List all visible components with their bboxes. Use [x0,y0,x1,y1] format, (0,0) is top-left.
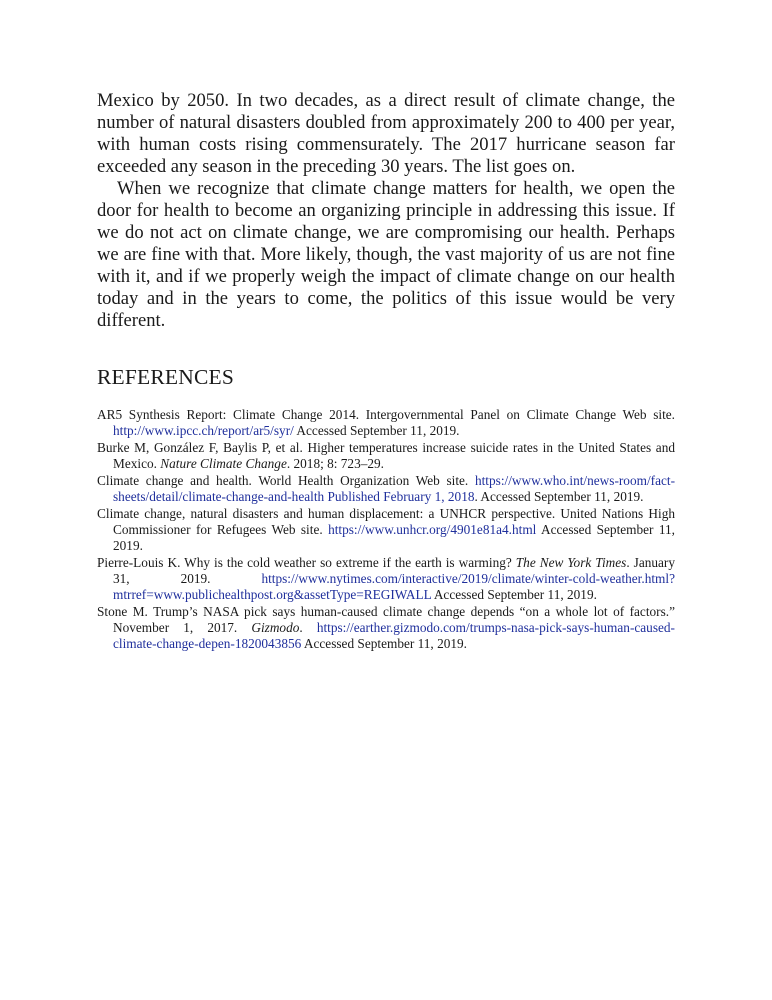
reference-link[interactable]: https://earther.gizmodo.com/trumps-nasa-pick-says-human-caused-climate-change-depen-1820043856 [113,620,675,651]
reference-item [97,440,675,472]
document-page [97,90,675,653]
reference-list [97,407,675,652]
reference-text: Climate change, natural disasters and human displacement: a UNHCR perspective. United Nations High Commissioner for Refugees Web site. [97,506,675,537]
reference-text: Climate change and health. World Health Organization Web site. [97,473,475,488]
reference-item [97,604,675,652]
reference-text: Burke M, González F, Baylis P, et al. Higher temperatures increase suicide rates in the United States and Mexico. [97,440,675,471]
reference-text: . 2018; 8: 723–29. [286,456,384,471]
reference-text: Accessed September 11, 2019. [113,522,675,553]
reference-journal: Nature Climate Change [160,456,287,471]
reference-text: Pierre-Louis K. Why is the cold weather so extreme if the earth is warming? [97,555,516,570]
body-paragraph: When we recognize that climate change matters for health, we open the door for health to become an organizing principle in addressing this issue. If we do not act on climate change, we are compromising our health. Perhaps we are fine with that. More likely, though, the vast majority of us are not fine with it, and if we properly weigh the impact of climate change on our health today and in the years to come, the politics of this issue would be very different. [97,178,675,331]
reference-link[interactable]: http://www.ipcc.ch/report/ar5/syr/ [113,423,294,438]
reference-text: Stone M. Trump’s NASA pick says human-caused climate change depends “on a whole lot of factors.” November 1, 2017. [97,604,675,635]
reference-text: Accessed September 11, 2019. [301,636,467,651]
reference-item [97,506,675,554]
reference-link[interactable]: https://www.who.int/news-room/fact-sheets/detail/climate-change-and-health Published February 1, 2018 [113,473,675,504]
reference-link[interactable]: https://www.nytimes.com/interactive/2019/climate/winter-cold-weather.html?mtrref=www.publichealthpost.org&assetType=REGIWALL [113,571,675,602]
reference-item [97,473,675,505]
reference-text: Accessed September 11, 2019. [293,423,460,438]
reference-item [97,555,675,603]
body-paragraph: Mexico by 2050. In two decades, as a direct result of climate change, the number of natural disasters doubled from approximately 200 to 400 per year, with human costs rising commensurately. The 2017 hurricane season far exceeded any season in the preceding 30 years. The list goes on. [97,90,675,177]
references-heading: REFERENCES [97,365,234,389]
reference-text: . [299,620,317,635]
reference-link[interactable]: https://www.unhcr.org/4901e81a4.html [328,522,537,537]
reference-text: Accessed September 11, 2019. [431,587,597,602]
reference-item [97,407,675,439]
reference-journal: The New York Times [515,555,627,570]
reference-text: . January 31, 2019. [113,555,676,586]
reference-journal: Gizmodo [251,620,300,635]
reference-text: AR5 Synthesis Report: Climate Change 2014. Intergovernmental Panel on Climate Change Web site. [97,407,675,422]
reference-text: . Accessed September 11, 2019. [474,489,644,504]
